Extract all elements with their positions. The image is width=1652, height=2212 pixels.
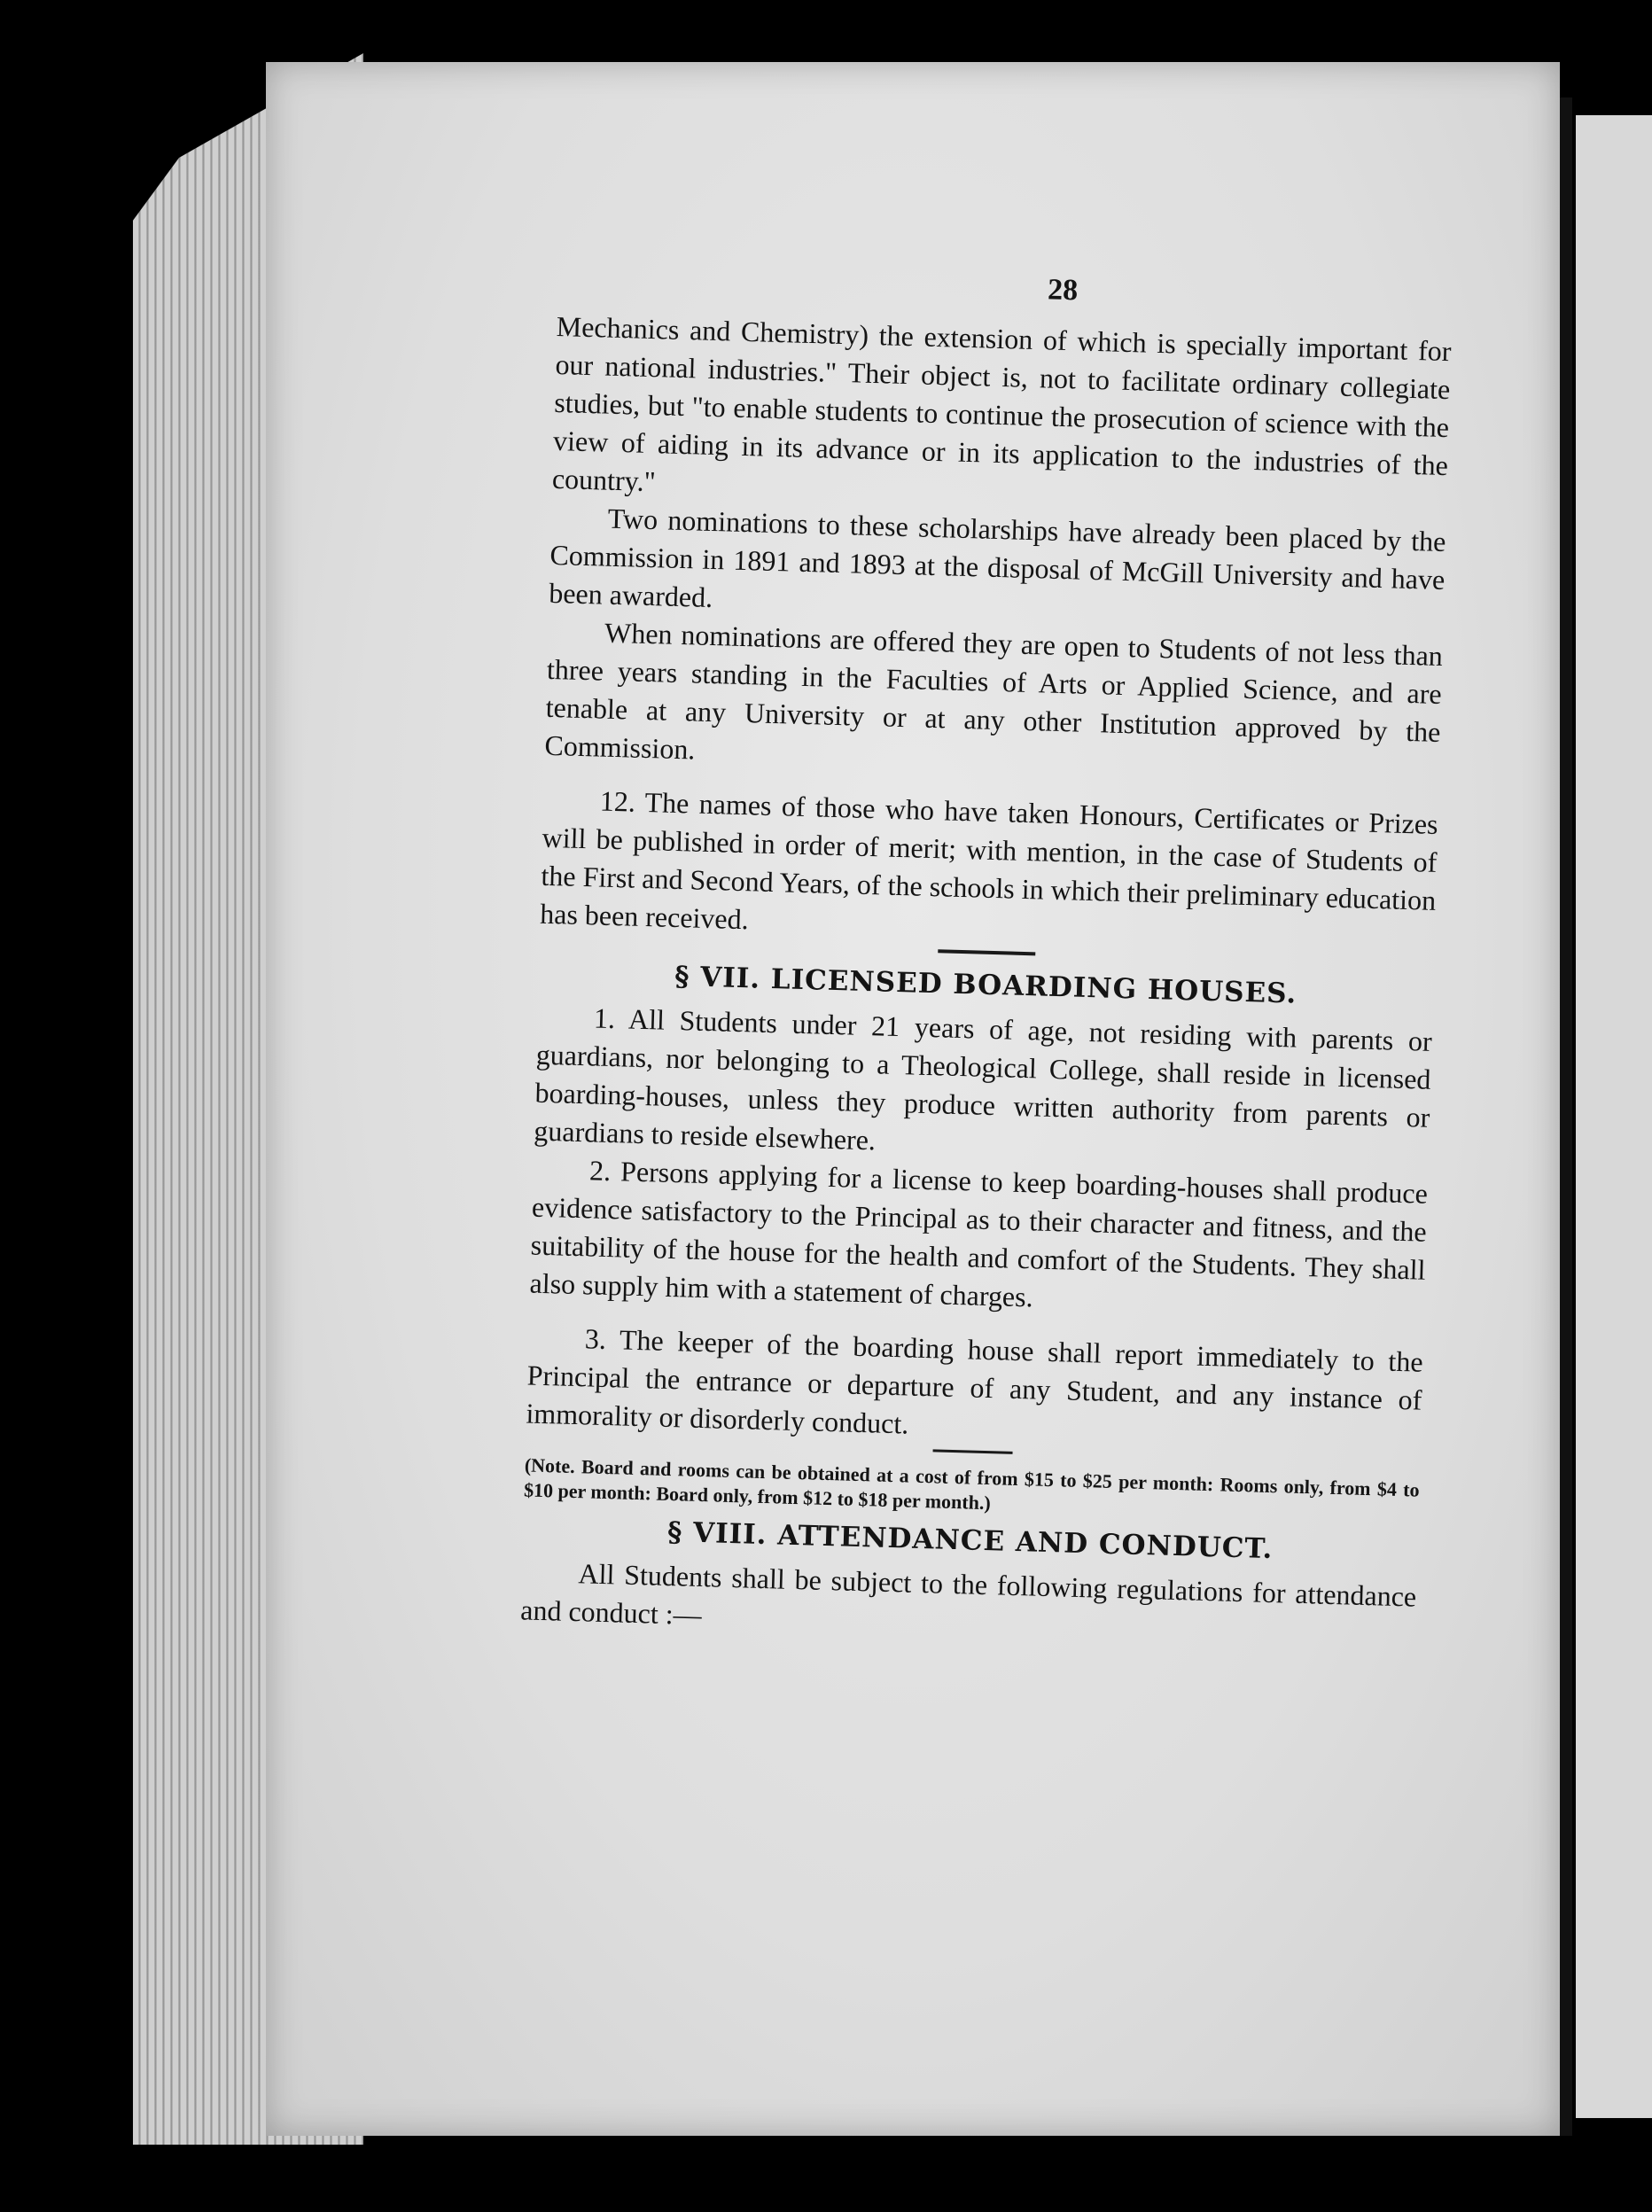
scan-border bbox=[0, 2154, 1652, 2212]
section-vii-item-1: 1. All Students under 21 years of age, not residing with parents or guardians, nor belonging to a Theological College, shall reside in licensed boarding-houses, unless they produce written authority from parents or guardians to reside elsewhere. bbox=[533, 1001, 1433, 1157]
book-gutter bbox=[1560, 97, 1572, 2136]
boarding-cost-note: (Note. Board and rooms can be obtained at a cost of from $15 to $25 per month: Rooms only, from $4 to $10 per month: Board only, from $12 to $18 per month.) bbox=[523, 1453, 1420, 1515]
page-number: 28 bbox=[1047, 273, 1079, 308]
paragraph-eligibility: When nominations are offered they are open to Students of not less than three years standing in the Faculties of Arts or Applied Science, and are tenable at any University or at any other Institution approved by the Commission. bbox=[544, 616, 1444, 766]
section-divider bbox=[938, 949, 1035, 955]
page-text bbox=[520, 257, 1453, 1655]
paragraph-12: 12. The names of those who have taken Honours, Certificates or Prizes will be published in order of merit; with mention, in the case of Students of the First and Second Years, of the schools in which their preliminary education has been received. bbox=[539, 784, 1439, 936]
section-viii-heading: § VIII. ATTENDANCE AND CONDUCT. bbox=[666, 1516, 1274, 1566]
note-divider bbox=[933, 1449, 1013, 1454]
paragraph-continuation: Mechanics and Chemistry) the extension of which is specially important for our national industries." Their object is, not to facilitate ordinary collegiate studies, but "to enable students to continue the prosecution of science with the view of aiding in its advance or in its application to the industries of the country." bbox=[551, 309, 1452, 498]
section-vii-heading: § VII. LICENSED BOARDING HOUSES. bbox=[674, 960, 1297, 1010]
adjacent-page-edge bbox=[1576, 115, 1652, 2118]
section-viii-intro: All Students shall be subject to the following regulations for attendance and conduct :— bbox=[519, 1557, 1417, 1632]
paragraph-nominations: Two nominations to these scholarships have already been placed by the Commission in 1891 and 1893 at the disposal of McGill University and have been awarded. bbox=[548, 502, 1446, 614]
section-vii-item-2: 2. Persons applying for a license to keep boarding-houses shall produce evidence satisfactory to the Principal as to their character and fitness, and the suitability of the house for the health and comfort of the Students. They shall also supply him with a statement of charges. bbox=[529, 1154, 1429, 1313]
section-vii-item-3: 3. The keeper of the boarding house shall report immediately to the Principal the entrance or departure of any Student, and any instance of immorality or disorderly conduct. bbox=[526, 1322, 1424, 1440]
